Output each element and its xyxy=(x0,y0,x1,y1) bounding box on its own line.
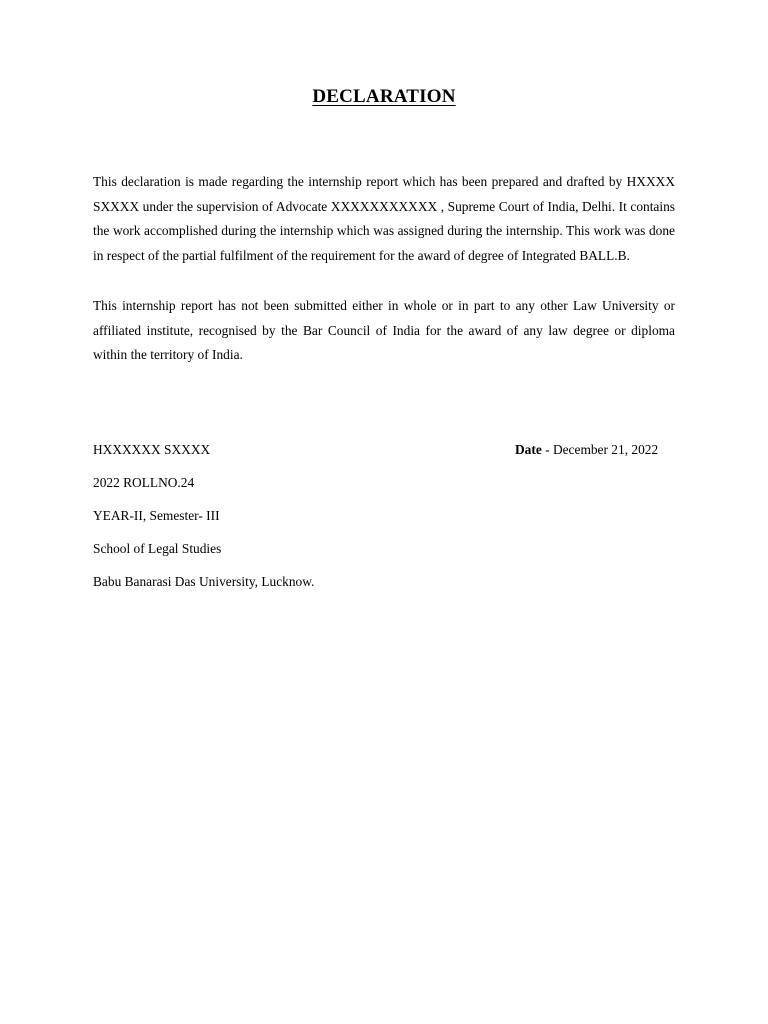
signatory-university: Babu Banarasi Das University, Lucknow. xyxy=(93,574,315,589)
signatory-school: School of Legal Studies xyxy=(93,541,222,556)
page-title: DECLARATION xyxy=(312,86,456,107)
date-separator: - xyxy=(541,442,553,457)
declaration-paragraph-2: This internship report has not been submitted either in whole or in part to any other Law University or affiliated institute, recognised by the Bar Council of India for the award of any law degree or diploma within the territory of India. xyxy=(93,298,675,362)
declaration-date xyxy=(515,441,658,459)
declaration-paragraph-1: This declaration is made regarding the internship report which has been prepared and drafted by HXXXX SXXXX under the supervision of Advocate XXXXXXXXXXX , Supreme Court of India, Delhi. It contains the work accomplished during the internship which was assigned during the internship. This work was done in respect of the partial fulfilment of the requirement for the award of degree of Integrated BALL.B. xyxy=(93,174,675,263)
date-label: Date xyxy=(515,442,542,457)
signatory-name: HXXXXXX SXXXX xyxy=(93,442,211,457)
signatory-year-semester: YEAR-II, Semester- III xyxy=(93,508,220,523)
signatory-roll-number: 2022 ROLLNO.24 xyxy=(93,475,195,490)
date-value: December 21, 2022 xyxy=(552,442,659,457)
